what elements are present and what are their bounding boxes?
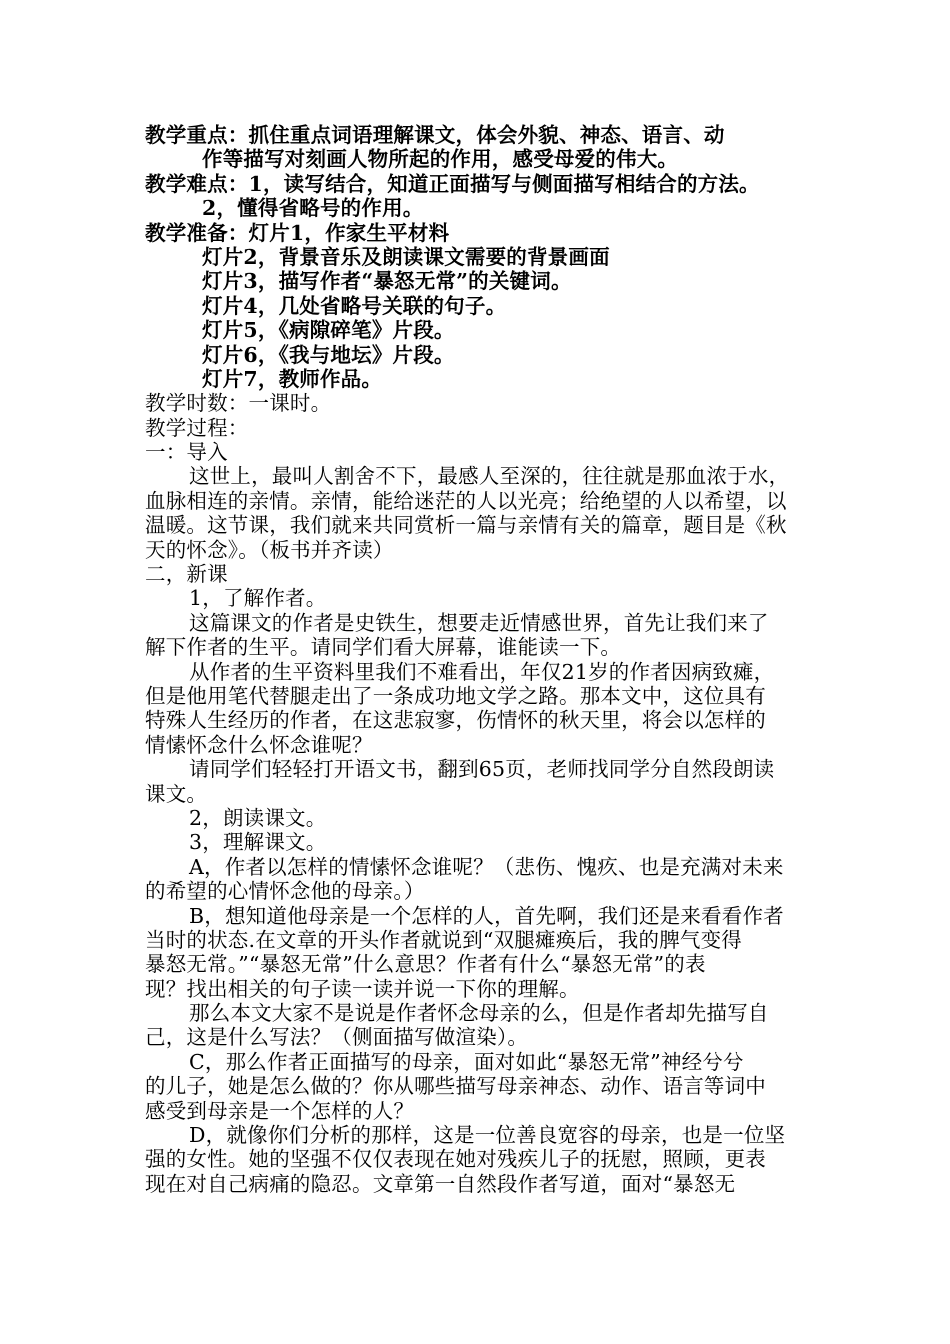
text-line: 现在对自己病痛的隐忍。文章第一自然段作者写道，面对“暴怒无 [145, 1171, 736, 1196]
text-line: 请同学们轻轻打开语文书，翻到65页，老师找同学分自然段朗读 [189, 757, 775, 782]
text-line: 课文。 [145, 781, 208, 806]
text-line: 2，懂得省略号的作用。 [202, 196, 424, 221]
document-body [145, 123, 810, 1196]
text-line: 解下作者的生平。请同学们看大屏幕，谁能读一下。 [145, 635, 622, 660]
text-line: 教学难点：1，读写结合，知道正面描写与侧面描写相结合的方法。 [145, 171, 760, 196]
text-line: 从作者的生平资料里我们不难看出，年仅21岁的作者因病致瘫， [189, 659, 775, 684]
text-line: 灯片2，背景音乐及朗读课文需要的背景画面 [202, 244, 610, 269]
text-line: 的儿子，她是怎么做的？你从哪些描写母亲神态、动作、语言等词中 [145, 1074, 766, 1099]
text-line: 的希望的心情怀念他的母亲。） [145, 879, 425, 904]
text-line: 3，理解课文。 [189, 830, 327, 855]
text-line: 2，朗读课文。 [189, 805, 327, 830]
text-line: 教学时数：一课时。 [145, 391, 332, 416]
text-line: A，作者以怎样的情愫怀念谁呢？（悲伤、愧疚、也是充满对未来 [189, 854, 784, 879]
text-line: 作等描写对刻画人物所起的作用，感受母爱的伟大。 [202, 147, 679, 172]
text-line: 教学重点：抓住重点词语理解课文，体会外貌、神态、语言、动 [145, 123, 725, 147]
text-line: 现？找出相关的句子读一读并说一下你的理解。 [145, 976, 580, 1001]
text-line: 这篇课文的作者是史铁生，想要走近情感世界，首先让我们来了 [189, 610, 769, 635]
text-line: 天的怀念》。（板书并齐读） [145, 537, 394, 562]
text-line: 情愫怀念什么怀念谁呢？ [145, 732, 373, 757]
text-line: 暴怒无常。”“暴怒无常”什么意思？作者有什么“暴怒无常”的表 [145, 952, 706, 977]
text-line: 但是他用笔代替腿走出了一条成功地文学之路。那本文中，这位具有 [145, 683, 766, 708]
text-line: 血脉相连的亲情。亲情，能给迷茫的人以光亮；给绝望的人以希望，以 [145, 488, 787, 513]
text-line: 温暖。这节课，我们就来共同赏析一篇与亲情有关的篇章，题目是《秋 [145, 513, 787, 538]
text-line: 灯片3，描写作者“暴怒无常”的关键词。 [202, 269, 572, 294]
text-line: 教学过程： [145, 415, 249, 440]
text-line: 感受到母亲是一个怎样的人？ [145, 1098, 415, 1123]
text-line: 强的女性。她的坚强不仅仅表现在她对残疾儿子的抚慰，照顾，更表 [145, 1147, 766, 1172]
text-line: C，那么作者正面描写的母亲，面对如此“暴怒无常”神经兮兮 [189, 1049, 744, 1074]
text-line: 1，了解作者。 [189, 586, 327, 611]
text-line: 一：导入 [145, 440, 228, 465]
text-line: 己，这是什么写法？（侧面描写做渲染）。 [145, 1025, 529, 1050]
text-line: 二，新课 [145, 562, 228, 587]
text-line: 特殊人生经历的作者，在这悲寂寥，伤情怀的秋天里，将会以怎样的 [145, 708, 766, 733]
text-line: 教学准备：灯片1，作家生平材料 [145, 220, 450, 245]
text-line: 这世上，最叫人割舍不下，最感人至深的，往往就是那血浓于水， [189, 464, 790, 489]
text-line: 灯片5，《病隙碎笔》片段。 [202, 318, 455, 343]
text-line: 灯片7，教师作品。 [202, 366, 383, 391]
text-line: B，想知道他母亲是一个怎样的人，首先啊，我们还是来看看作者 [189, 903, 784, 928]
text-line: 当时的状态.在文章的开头作者就说到“双腿瘫痪后，我的脾气变得 [145, 927, 742, 952]
text-line: D，就像你们分析的那样，这是一位善良宽容的母亲，也是一位坚 [189, 1123, 786, 1148]
text-line: 灯片4，几处省略号关联的句子。 [202, 293, 507, 318]
text-line: 那么本文大家不是说是作者怀念母亲的么，但是作者却先描写自 [189, 1001, 769, 1026]
text-line: 灯片6，《我与地坛》片段。 [202, 342, 455, 367]
